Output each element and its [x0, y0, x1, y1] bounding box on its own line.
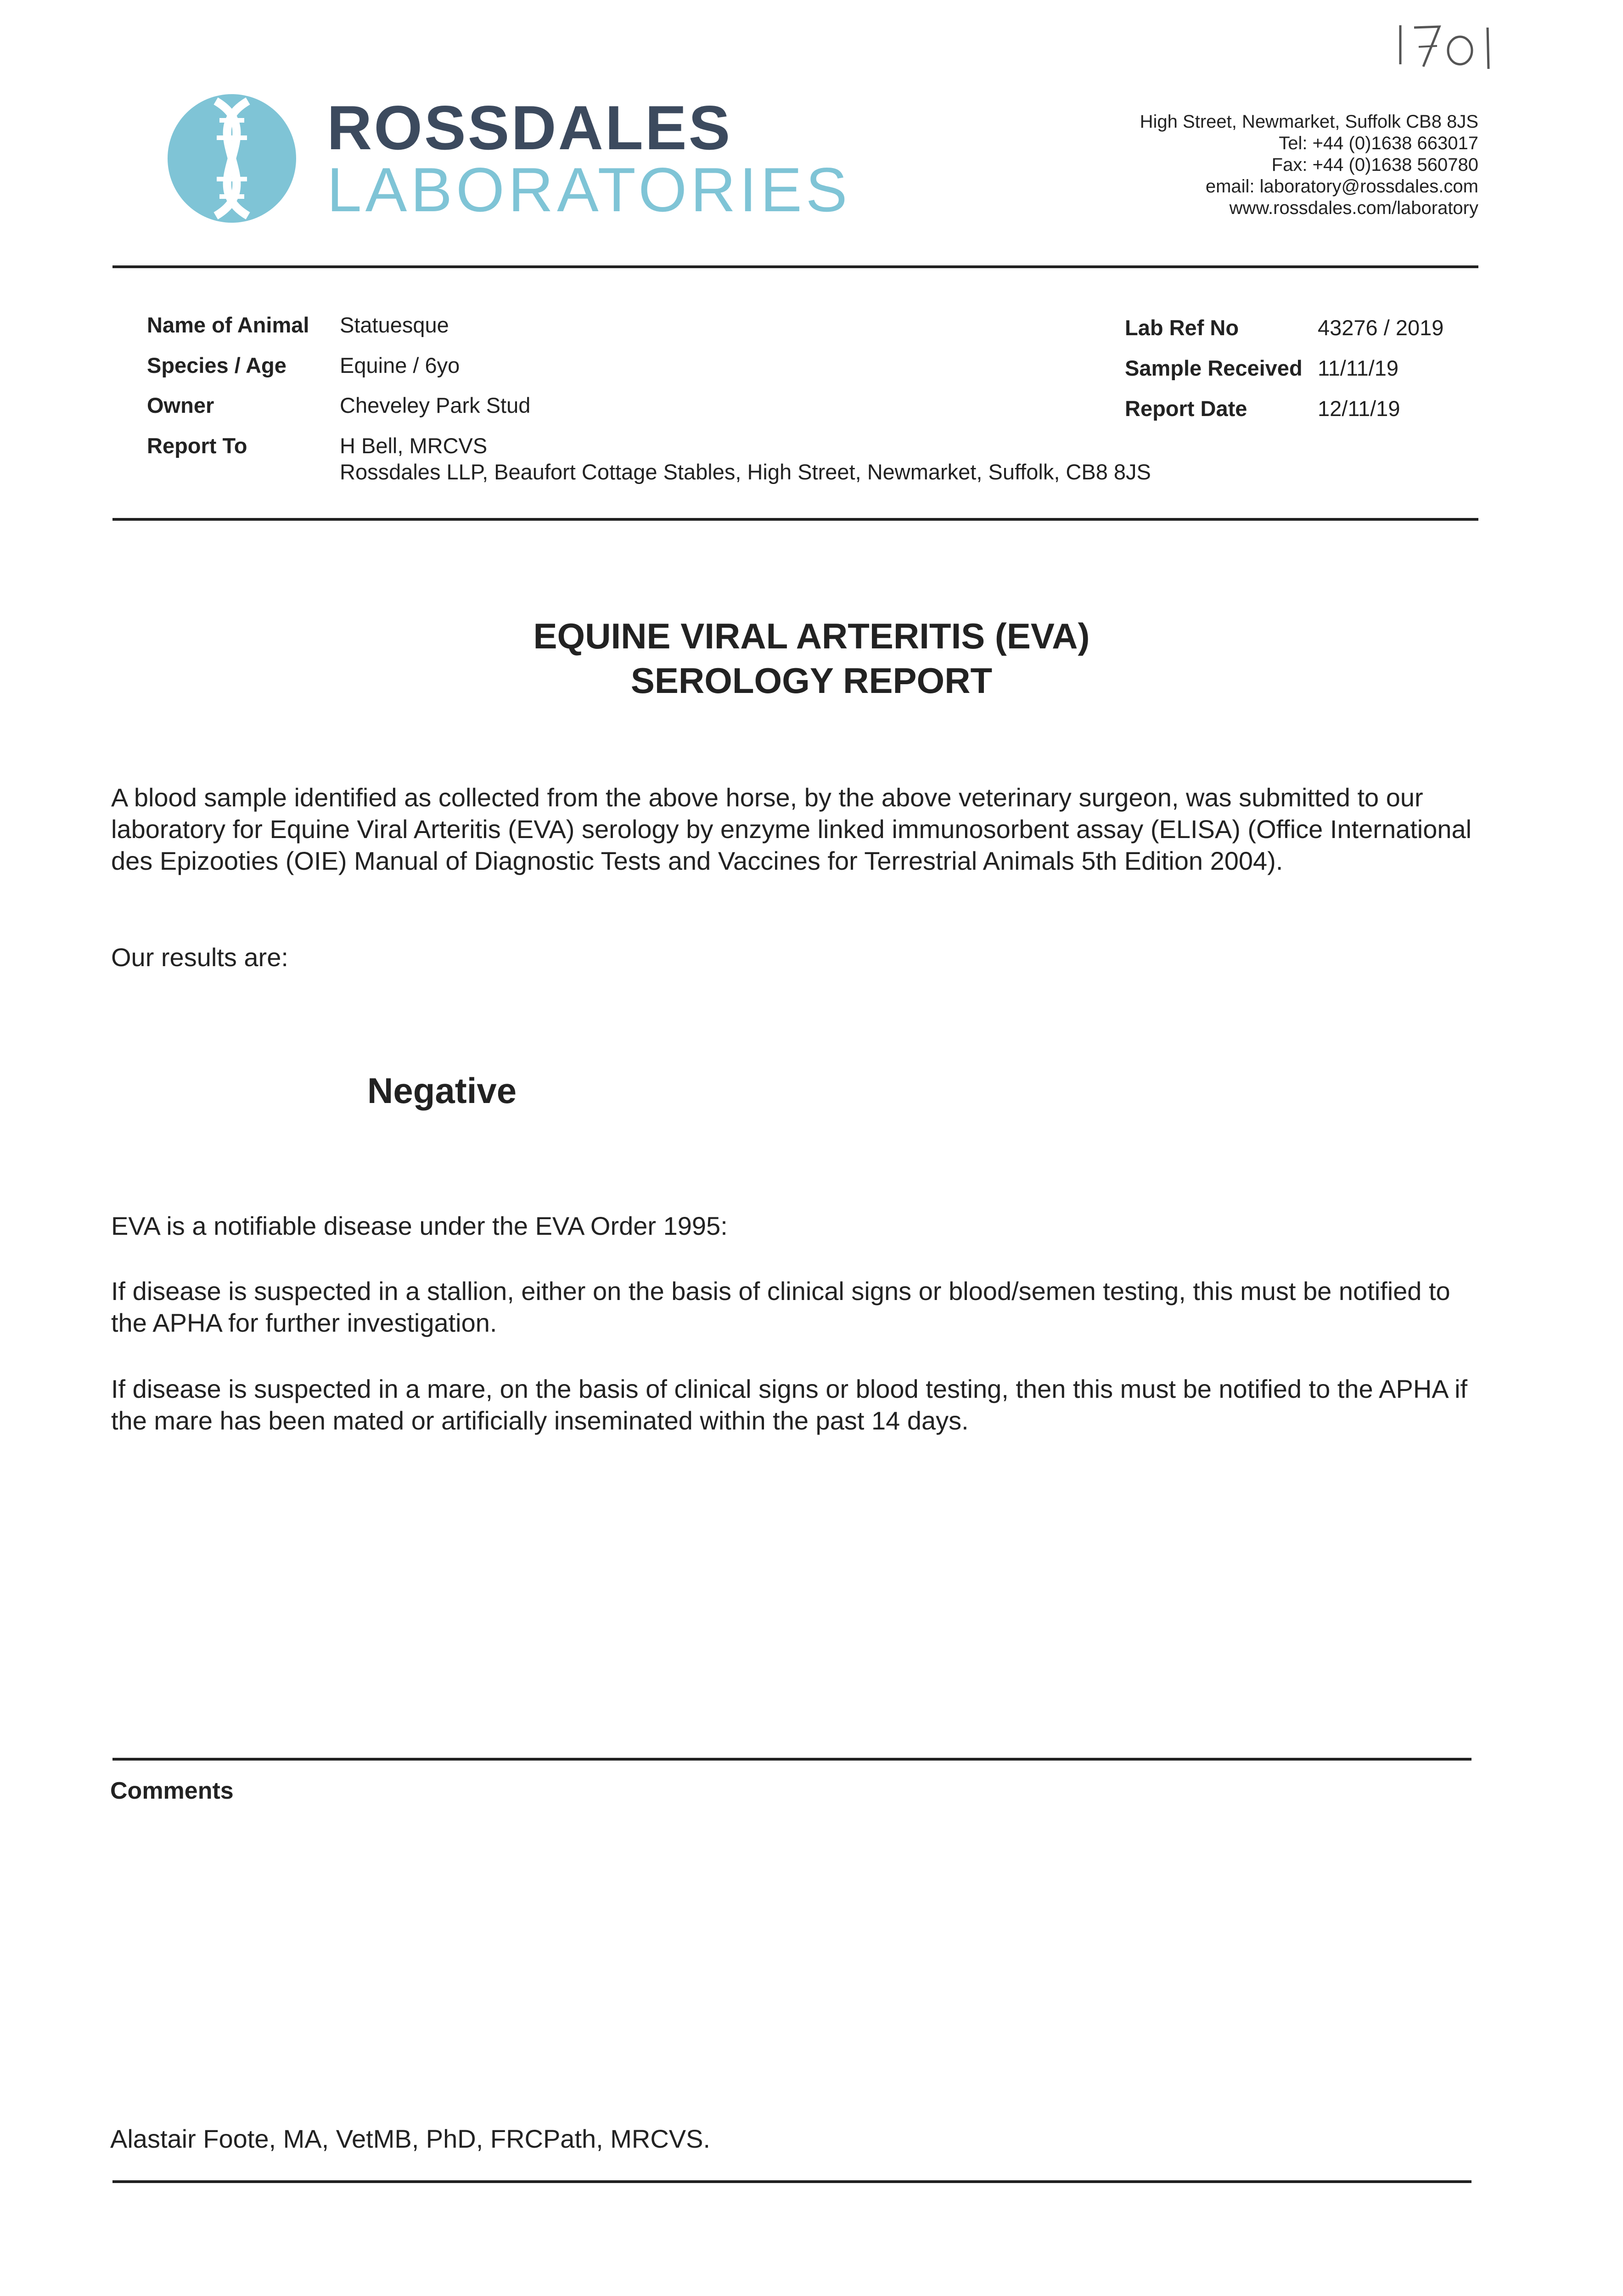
label-lab-ref: Lab Ref No — [1125, 315, 1239, 340]
value-name-of-animal: Statuesque — [340, 313, 449, 337]
lab-address-block — [1065, 111, 1478, 219]
report-title-line1: EQUINE VIRAL ARTERITIS (EVA) — [533, 616, 1090, 656]
label-report-to: Report To — [147, 433, 247, 458]
value-lab-ref: 43276 / 2019 — [1318, 315, 1444, 340]
result-value: Negative — [367, 1070, 517, 1111]
notifiable-statement: EVA is a notifiable disease under the EVA Order 1995: — [111, 1211, 728, 1240]
value-species-age: Equine / 6yo — [340, 353, 460, 377]
address-tel: Tel: +44 (0)1638 663017 — [1279, 133, 1478, 153]
value-sample-received: 11/11/19 — [1318, 356, 1398, 380]
handwritten-note — [1387, 14, 1506, 73]
divider-comments — [112, 1758, 1471, 1761]
value-report-to-address: Rossdales LLP, Beaufort Cottage Stables, High Street, Newmarket, Suffolk, CB8 8JS — [340, 460, 1151, 484]
label-report-date: Report Date — [1125, 396, 1247, 421]
dna-logo-icon — [165, 92, 298, 225]
mare-paragraph: If disease is suspected in a mare, on the basis of clinical signs or blood testing, then this must be notified to the APHA if the mare has been mated or artificially inseminated within the past 14 days. — [111, 1374, 1468, 1435]
address-fax: Fax: +44 (0)1638 560780 — [1271, 155, 1478, 175]
stallion-paragraph: If disease is suspected in a stallion, either on the basis of clinical signs or blood/semen testing, this must be notified to the APHA for further investigation. — [111, 1277, 1450, 1337]
brand-name-secondary: LABORATORIES — [327, 155, 851, 225]
comments-label: Comments — [110, 1778, 234, 1804]
divider-bottom — [112, 2180, 1471, 2183]
value-report-date: 12/11/19 — [1318, 396, 1400, 421]
report-title-line2: SEROLOGY REPORT — [630, 660, 993, 701]
label-owner: Owner — [147, 393, 214, 417]
address-web: www.rossdales.com/laboratory — [1229, 198, 1478, 218]
divider-details — [112, 518, 1478, 521]
label-species-age: Species / Age — [147, 353, 286, 377]
value-owner: Cheveley Park Stud — [340, 393, 531, 417]
address-email: email: laboratory@rossdales.com — [1205, 176, 1478, 197]
label-sample-received: Sample Received — [1125, 356, 1303, 380]
address-street: High Street, Newmarket, Suffolk CB8 8JS — [1140, 112, 1478, 132]
label-name-of-animal: Name of Animal — [147, 313, 309, 337]
signatory: Alastair Foote, MA, VetMB, PhD, FRCPath, MRCVS. — [110, 2124, 711, 2153]
intro-paragraph: A blood sample identified as collected from the above horse, by the above veterinary surgeon, was submitted to our laboratory for Equine Viral Arteritis (EVA) serology by enzyme linked immunosorbent assay (ELISA) (Office International des Epizooties (OIE) Manual of Diagnostic Tests and Vaccines for Terrestrial Animals 5th Edition 2004). — [111, 783, 1472, 875]
value-report-to-name: H Bell, MRCVS — [340, 433, 488, 458]
divider-top — [112, 265, 1478, 268]
results-intro: Our results are: — [111, 943, 288, 972]
brand-name-primary: ROSSDALES — [327, 93, 732, 163]
